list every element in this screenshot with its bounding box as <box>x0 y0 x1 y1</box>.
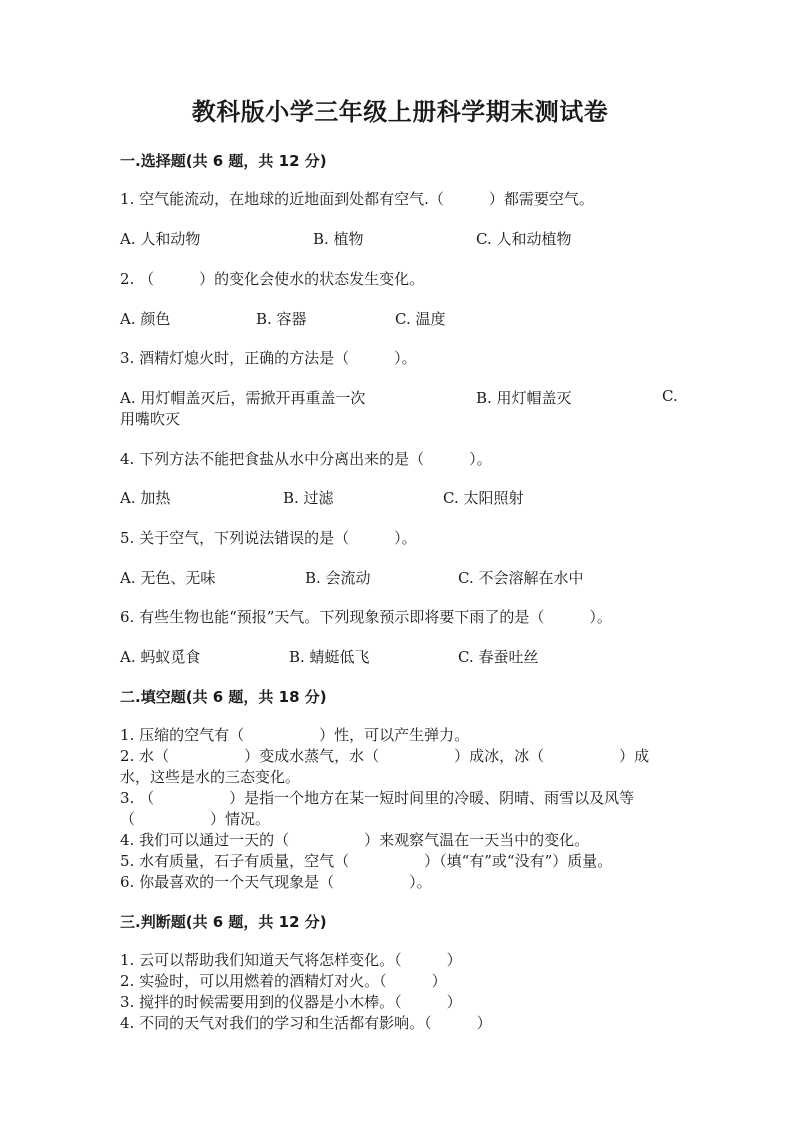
option-a: A. 加热 <box>120 489 171 507</box>
option-a: A. 无色、无味 <box>120 569 216 587</box>
fill-line: 5. 水有质量，石子有质量，空气（ ）（填“有”或“没有”）质量。 <box>120 852 613 870</box>
option-a: A. 颜色 <box>120 310 171 328</box>
fill-line: 水，这些是水的三态变化。 <box>120 768 301 786</box>
fill-line: 3. （ ）是指一个地方在某一短时间里的冷暖、阴晴、雨雪以及风等 <box>120 789 635 807</box>
question-stem: 5. 关于空气，下列说法错误的是（ ）。 <box>120 529 417 547</box>
judge-line: 4. 不同的天气对我们的学习和生活都有影响。（ ） <box>120 1014 492 1032</box>
section-heading-choice: 一.选择题(共 6 题，共 12 分) <box>120 152 327 170</box>
question-stem: 6. 有些生物也能“预报”天气。下列现象预示即将要下雨了的是（ ）。 <box>120 608 612 626</box>
fill-line: 4. 我们可以通过一天的（ ）来观察气温在一天当中的变化。 <box>120 831 590 849</box>
option-c: C. 不会溶解在水中 <box>458 569 584 587</box>
option-c: C. 人和动植物 <box>476 230 572 248</box>
fill-line: （ ）情况。 <box>120 810 271 828</box>
option-b: B. 用灯帽盖灭 <box>476 389 572 407</box>
option-a: A. 蚂蚁觅食 <box>120 648 201 666</box>
section-heading-fill: 二.填空题(共 6 题，共 18 分) <box>120 688 327 706</box>
question-stem: 3. 酒精灯熄火时，正确的方法是（ ）。 <box>120 349 417 367</box>
judge-line: 3. 搅拌的时候需要用到的仪器是小木棒。（ ） <box>120 993 462 1011</box>
option-a: A. 用灯帽盖灭后，需掀开再重盖一次 <box>120 389 366 407</box>
option-b: B. 容器 <box>256 310 307 328</box>
option-b: B. 过滤 <box>283 489 334 507</box>
question-stem: 2. （ ）的变化会使水的状态发生变化。 <box>120 270 425 288</box>
question-stem: 1. 空气能流动，在地球的近地面到处都有空气.（ ）都需要空气。 <box>120 190 594 208</box>
option-b: B. 会流动 <box>305 569 371 587</box>
fill-line: 2. 水（ ）变成水蒸气，水（ ）成冰，冰（ ）成 <box>120 747 650 765</box>
option-c-continued: 用嘴吹灭 <box>120 410 181 428</box>
fill-line: 1. 压缩的空气有（ ）性，可以产生弹力。 <box>120 726 470 744</box>
fill-line: 6. 你最喜欢的一个天气现象是（ ）。 <box>120 873 432 891</box>
option-c: C. <box>662 387 678 405</box>
judge-line: 1. 云可以帮助我们知道天气将怎样变化。（ ） <box>120 951 462 969</box>
judge-line: 2. 实验时，可以用燃着的酒精灯对火。（ ） <box>120 972 447 990</box>
option-b: B. 蜻蜓低飞 <box>289 648 370 666</box>
option-c: C. 温度 <box>395 310 446 328</box>
page-title: 教科版小学三年级上册科学期末测试卷 <box>191 98 609 126</box>
option-c: C. 太阳照射 <box>443 489 524 507</box>
section-heading-judge: 三.判断题(共 6 题，共 12 分) <box>120 913 327 931</box>
option-b: B. 植物 <box>313 230 364 248</box>
option-a: A. 人和动物 <box>120 230 201 248</box>
question-stem: 4. 下列方法不能把食盐从水中分离出来的是（ ）。 <box>120 450 492 468</box>
option-c: C. 春蚕吐丝 <box>458 648 539 666</box>
